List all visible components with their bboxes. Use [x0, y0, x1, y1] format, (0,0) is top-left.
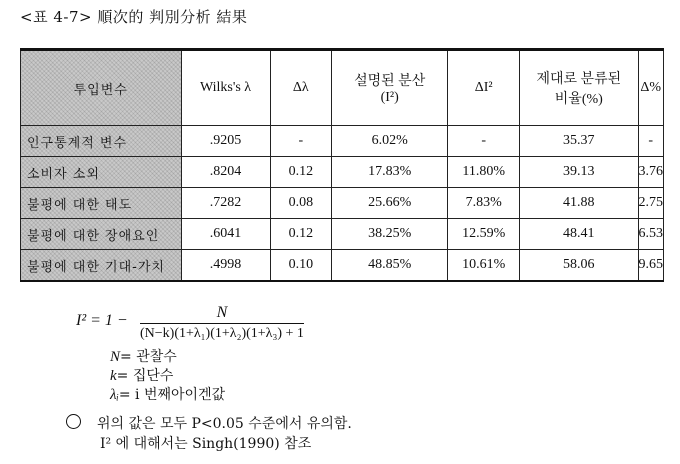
cell-delta-lambda: 0.12	[270, 219, 332, 250]
header-input-variable: 투입변수	[21, 50, 182, 126]
cell-delta-lambda: -	[270, 126, 332, 157]
variable-desc: = 집단수	[116, 368, 174, 384]
footnote	[66, 414, 352, 454]
header-delta-percent: Δ%	[638, 50, 664, 126]
variable-symbol: N	[110, 349, 121, 365]
cell-wilks: .7282	[181, 188, 270, 219]
table-row	[21, 250, 664, 282]
variable-symbol: λᵢ	[110, 387, 119, 403]
cell-ratio: 35.37	[520, 126, 638, 157]
cell-delta-percent: 6.53	[638, 219, 664, 250]
cell-variance: 17.83%	[332, 157, 448, 188]
results-table	[20, 48, 664, 282]
footnote-text-1: 위의 값은 모두 P<0.05 수준에서 유의함.	[97, 416, 352, 432]
cell-delta-i2: 12.59%	[448, 219, 520, 250]
cell-delta-i2: -	[448, 126, 520, 157]
header-explained-variance: 설명된 분산 (I²)	[332, 50, 448, 126]
cell-variance: 6.02%	[332, 126, 448, 157]
cell-delta-lambda: 0.10	[270, 250, 332, 282]
circle-bullet-icon	[66, 414, 81, 429]
variable-definition	[110, 348, 225, 367]
variable-desc: = 관찰수	[120, 349, 177, 365]
cell-wilks: .8204	[181, 157, 270, 188]
cell-ratio: 48.41	[520, 219, 638, 250]
table-row	[21, 219, 664, 250]
cell-delta-lambda: 0.12	[270, 157, 332, 188]
cell-ratio: 58.06	[520, 250, 638, 282]
cell-delta-i2: 11.80%	[448, 157, 520, 188]
header-delta-lambda: Δλ	[270, 50, 332, 126]
row-label: 불평에 대한 장애요인	[21, 219, 182, 250]
cell-wilks: .9205	[181, 126, 270, 157]
variable-symbol: k	[110, 368, 117, 384]
row-label: 소비자 소외	[21, 157, 182, 188]
cell-variance: 25.66%	[332, 188, 448, 219]
cell-ratio: 41.88	[520, 188, 638, 219]
table-caption: <표 4-7> 順次的 判別分析 結果	[20, 8, 248, 26]
header-delta-i2: ΔI²	[448, 50, 520, 126]
header-wilks-lambda: Wilks's λ	[181, 50, 270, 126]
cell-variance: 48.85%	[332, 250, 448, 282]
table-row	[21, 157, 664, 188]
formula-denominator: (N−k)(1+λ₁)(1+λ₂)(1+λ₃) + 1	[140, 326, 304, 341]
cell-delta-percent: -	[638, 126, 664, 157]
cell-delta-lambda: 0.08	[270, 188, 332, 219]
variable-desc: = i 번째아이겐값	[118, 387, 226, 403]
table-row	[21, 188, 664, 219]
formula-numerator: N	[140, 304, 304, 324]
table-header-row	[21, 50, 664, 126]
formula-lhs: I² = 1 −	[76, 312, 128, 329]
row-label: 인구통계적 변수	[21, 126, 182, 157]
header-classified-ratio: 제대로 분류된 비율(%)	[520, 50, 638, 126]
cell-delta-percent: 9.65	[638, 250, 664, 282]
formula-fraction	[140, 304, 304, 342]
cell-delta-percent: 2.75	[638, 188, 664, 219]
cell-delta-i2: 10.61%	[448, 250, 520, 282]
cell-wilks: .4998	[181, 250, 270, 282]
cell-ratio: 39.13	[520, 157, 638, 188]
variable-definition	[110, 386, 225, 405]
row-label: 불평에 대한 기대-가치	[21, 250, 182, 282]
variable-definitions	[110, 348, 225, 405]
cell-wilks: .6041	[181, 219, 270, 250]
cell-variance: 38.25%	[332, 219, 448, 250]
cell-delta-percent: 3.76	[638, 157, 664, 188]
footnote-text-2: I² 에 대해서는 Singh(1990) 참조	[100, 436, 312, 452]
table-row	[21, 126, 664, 157]
cell-delta-i2: 7.83%	[448, 188, 520, 219]
footnote-line-1	[66, 414, 352, 434]
row-label: 불평에 대한 태도	[21, 188, 182, 219]
variable-definition	[110, 367, 225, 386]
